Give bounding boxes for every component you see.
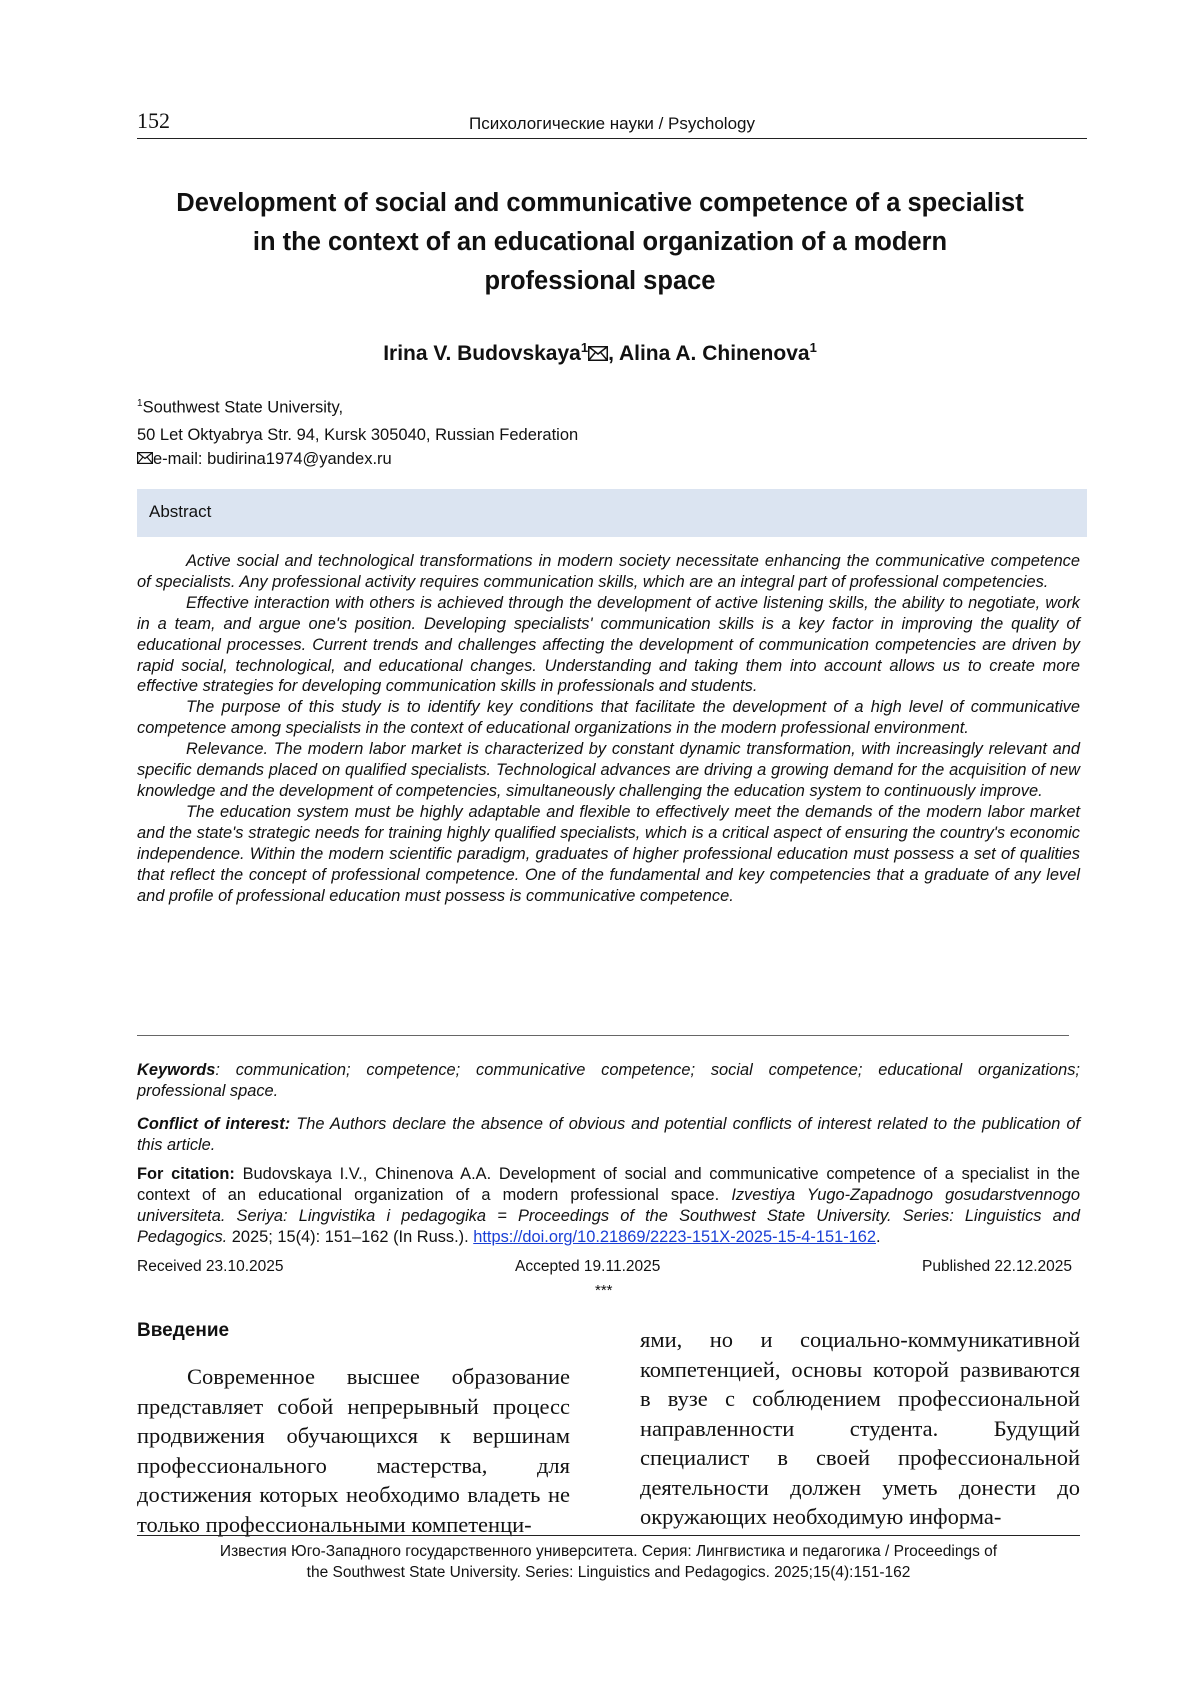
running-head: Психологические науки / Psychology: [469, 114, 755, 133]
separator-stars: ***: [595, 1282, 613, 1299]
keywords-text: : communication; competence; communicative competence; social competence; educational organizations; professional space.: [137, 1061, 1080, 1100]
page-footer: [137, 1541, 1080, 1583]
title-line-2: in the context of an educational organization of a modern: [252, 228, 948, 256]
citation-journal: Izvestiya Yugo-Zapadnogo gosudarstvennogo universiteta. Seriya: Lingvistika i pedagogika = Proceedings of the Southwest State University. Series: Linguistics and Pedagogics.: [137, 1185, 1080, 1246]
abstract-paragraph-1: Active social and technological transformations in modern society necessitate enhancing the communicative competence of specialists. Any professional activity requires communication skills, which are an integral part of professional competencies.: [137, 552, 1080, 591]
contact-email: [137, 450, 392, 469]
footer-line-2: the Southwest State University. Series: Linguistics and Pedagogics. 2025;15(4):151-162: [306, 1564, 911, 1581]
envelope-icon: [137, 452, 153, 464]
intro-left-column: Современное высшее образование представляет собой непрерывный процесс продвижения обучающихся к вершинам профессионального мастерства, для достижения которых необходимо владеть не только профессиональными компетенци-: [137, 1364, 570, 1537]
accepted-date: Accepted 19.11.2025: [515, 1258, 661, 1275]
page-header: [137, 108, 1087, 139]
doi-link[interactable]: https://doi.org/10.21869/2223-151X-2025-15-4-151-162: [473, 1227, 877, 1246]
conflict-of-interest: [137, 1114, 1080, 1156]
affiliation-line-1: Southwest State University,: [142, 398, 344, 417]
author-name-2: Alina A. Chinenova: [618, 342, 810, 365]
received-date: Received 23.10.2025: [137, 1258, 284, 1275]
section-divider: [137, 1035, 1069, 1036]
author-list: [120, 340, 1080, 366]
intro-heading: Введение: [137, 1320, 230, 1341]
affiliation: [137, 390, 578, 449]
citation-text: Budovskaya I.V., Chinenova A.A. Development of social and communicative competence of a specialist in the context of an educational organization of a modern professional space.: [137, 1165, 1080, 1204]
abstract-heading-bar: [137, 489, 1087, 537]
article-title: [120, 184, 1080, 301]
affiliation-line-2: 50 Let Oktyabrya Str. 94, Kursk 305040, Russian Federation: [137, 425, 579, 444]
footer-divider: [137, 1535, 1080, 1536]
citation-label: For citation:: [137, 1165, 235, 1183]
keywords: [137, 1060, 1080, 1102]
keywords-label: Keywords: [137, 1061, 216, 1079]
abstract-paragraph-3: The purpose of this study is to identify key conditions that facilitate the development of a high level of communicative competence among specialists in the context of educational organizations in the modern professional environment.: [137, 698, 1080, 738]
abstract-paragraph-5: The education system must be highly adaptable and flexible to effectively meet the demands of the modern labor market and the state's strategic needs for training highly qualified specialists, which is a critical aspect of ensuring the country's economic independence. Within the modern scientific paradigm, graduates of higher professional education must possess a set of qualities that reflect the concept of professional competence. One of the fundamental and key competencies that a graduate of any level and profile of professional education must possess is communicative competence.: [137, 802, 1080, 905]
intro-right-column: ями, но и социально-коммуникативной компетенцией, основы которой развиваются в вузе с соблюдением профессиональной направленности студента. Будущий специалист в своей профессиональной деятельности должен уметь донести до окружающих необходимую информа-: [640, 1327, 1080, 1529]
publication-dates: [137, 1258, 1072, 1280]
email-text: e-mail: budirina1974@yandex.ru: [153, 450, 392, 468]
citation: [137, 1164, 1080, 1248]
abstract-paragraph-4: Relevance. The modern labor market is characterized by constant dynamic transformation, with increasingly relevant and specific demands placed on qualified specialists. Technological advances are driving a growing demand for the acquisition of new knowledge and the development of competencies, simultaneously challenging the education system to continuously improve.: [137, 740, 1080, 800]
abstract-paragraph-2: Effective interaction with others is achieved through the development of active listening skills, the ability to negotiate, work in a team, and argue one's position. Developing specialists' communication skills is a key factor in improving the quality of educational processes. Current trends and challenges affecting the development of communication competencies are driven by rapid social, technological, and educational changes. Understanding and taking them into account allows us to create more effective strategies for developing communication skills in professionals and students.: [137, 593, 1080, 696]
page-number: 152: [137, 108, 170, 133]
author-1-affil-mark: 1: [580, 340, 589, 355]
conflict-text: The Authors declare the absence of obvious and potential conflicts of interest related to the publication of this article.: [137, 1115, 1081, 1154]
abstract-body: [137, 551, 1080, 906]
abstract-heading: Abstract: [149, 502, 212, 521]
envelope-icon: [588, 346, 608, 361]
author-name-1: Irina V. Budovskaya: [383, 342, 581, 365]
citation-end: .: [876, 1227, 881, 1246]
footer-line-1: Известия Юго-Западного государственного университета. Серия: Лингвистика и педагогика / Proceedings of: [219, 1543, 998, 1560]
title-line-1: Development of social and communicative competence of a specialist: [176, 189, 1024, 217]
author-2-affil-mark: 1: [809, 340, 817, 355]
citation-volume: 2025; 15(4): 151–162 (In Russ.).: [227, 1227, 474, 1246]
conflict-label: Conflict of interest:: [137, 1115, 291, 1133]
author-separator: ,: [608, 342, 619, 365]
affiliation-mark: 1: [137, 398, 143, 409]
title-line-3: professional space: [484, 267, 716, 295]
published-date: Published 22.12.2025: [922, 1258, 1072, 1275]
